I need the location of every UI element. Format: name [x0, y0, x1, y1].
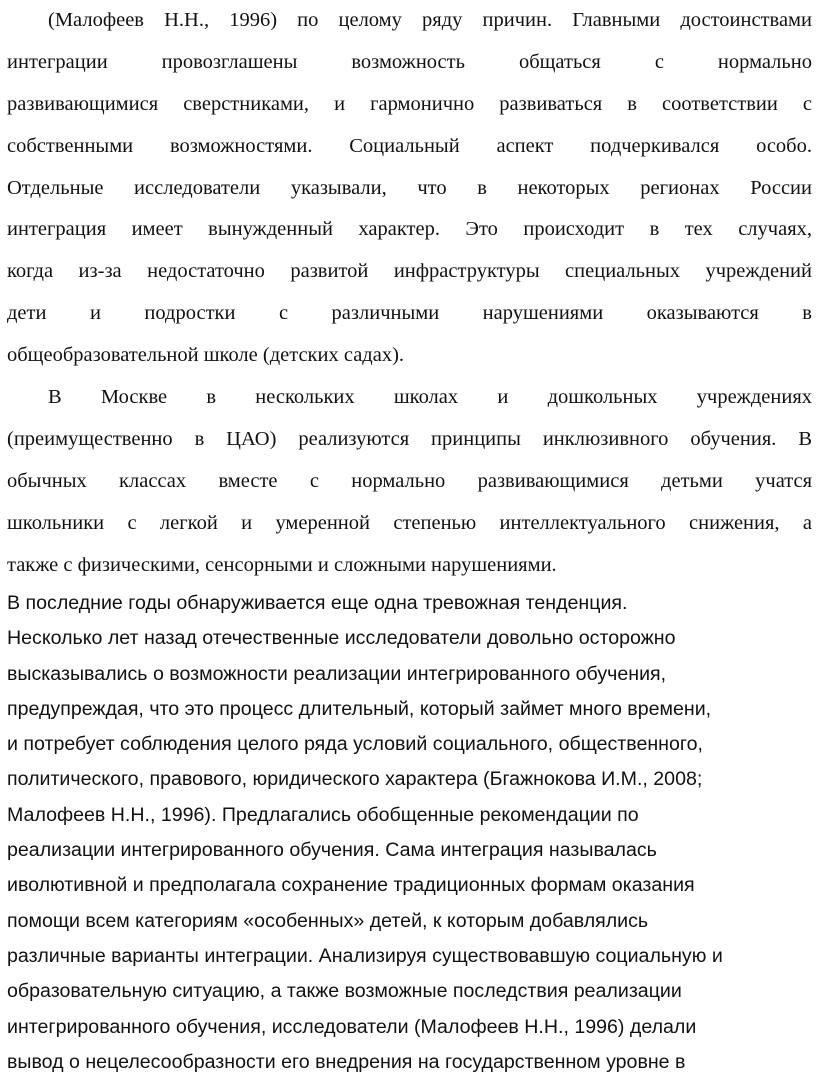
- text-line: иволютивной и предполагала сохранение традиционных формам оказания: [7, 874, 695, 897]
- text-line: когда из-за недостаточно развитой инфраструктуры специальных учреждений: [7, 260, 812, 283]
- text-line: и потребует соблюдения целого ряда условий социального, общественного,: [7, 733, 703, 756]
- text-line: Малофеев Н.Н., 1996). Предлагались обобщенные рекомендации по: [7, 803, 639, 826]
- text-line: Несколько лет назад отечественные исследователи довольно осторожно: [7, 627, 676, 650]
- text-line: Отдельные исследователи указывали, что в некоторых регионах России: [7, 176, 812, 199]
- text-line: интеграция имеет вынужденный характер. Это происходит в тех случаях,: [7, 218, 812, 241]
- text-line: собственными возможностями. Социальный аспект подчеркивался особо.: [7, 134, 812, 157]
- text-line: высказывались о возможности реализации интегрированного обучения,: [7, 662, 667, 685]
- text-line: (преимущественно в ЦАО) реализуются принципы инклюзивного обучения. В: [7, 427, 812, 450]
- text-line: В последние годы обнаруживается еще одна тревожная тенденция.: [7, 592, 628, 614]
- text-line: дети и подростки с различными нарушениями оказываются в: [7, 302, 812, 325]
- text-line: интеграции провозглашены возможность общаться с нормально: [7, 50, 812, 73]
- text-line: общеобразовательной школе (детских садах).: [7, 344, 405, 367]
- text-line: (Малофеев Н.Н., 1996) по целому ряду причин. Главными достоинствами: [48, 9, 812, 31]
- text-line: также с физическими, сенсорными и сложными нарушениями.: [7, 553, 557, 576]
- text-line: помощи всем категориям «особенных» детей, к которым добавлялись: [7, 909, 649, 932]
- text-line: развивающимися сверстниками, и гармонично развиваться в соответствии с: [7, 92, 812, 115]
- text-line: интегрированного обучения, исследователи (Малофеев Н.Н., 1996) делали: [7, 1015, 697, 1038]
- sans-text-block: [7, 586, 812, 1080]
- text-line: вывод о нецелесообразности его внедрения на государственном уровне в: [7, 1050, 686, 1073]
- text-line: предупреждая, что это процесс длительный, который займет много времени,: [7, 697, 712, 720]
- text-line: школьники с легкой и умеренной степенью интеллектуального снижения, а: [7, 511, 812, 534]
- serif-text-block: [7, 0, 812, 586]
- text-line: обычных классах вместе с нормально развивающимися детьми учатся: [7, 469, 812, 492]
- text-line: политического, правового, юридического характера (Бгажнокова И.М., 2008;: [7, 768, 703, 791]
- text-line: В Москве в нескольких школах и дошкольных учреждениях: [48, 386, 812, 409]
- paragraph-3: [7, 586, 812, 1080]
- paragraph-2: [7, 377, 812, 586]
- text-line: различные варианты интеграции. Анализируя существовавшую социальную и: [7, 944, 723, 967]
- text-line: образовательную ситуацию, а также возможные последствия реализации: [7, 980, 682, 1003]
- paragraph-1: [7, 0, 812, 377]
- text-line: реализации интегрированного обучения. Сама интеграция называлась: [7, 839, 657, 862]
